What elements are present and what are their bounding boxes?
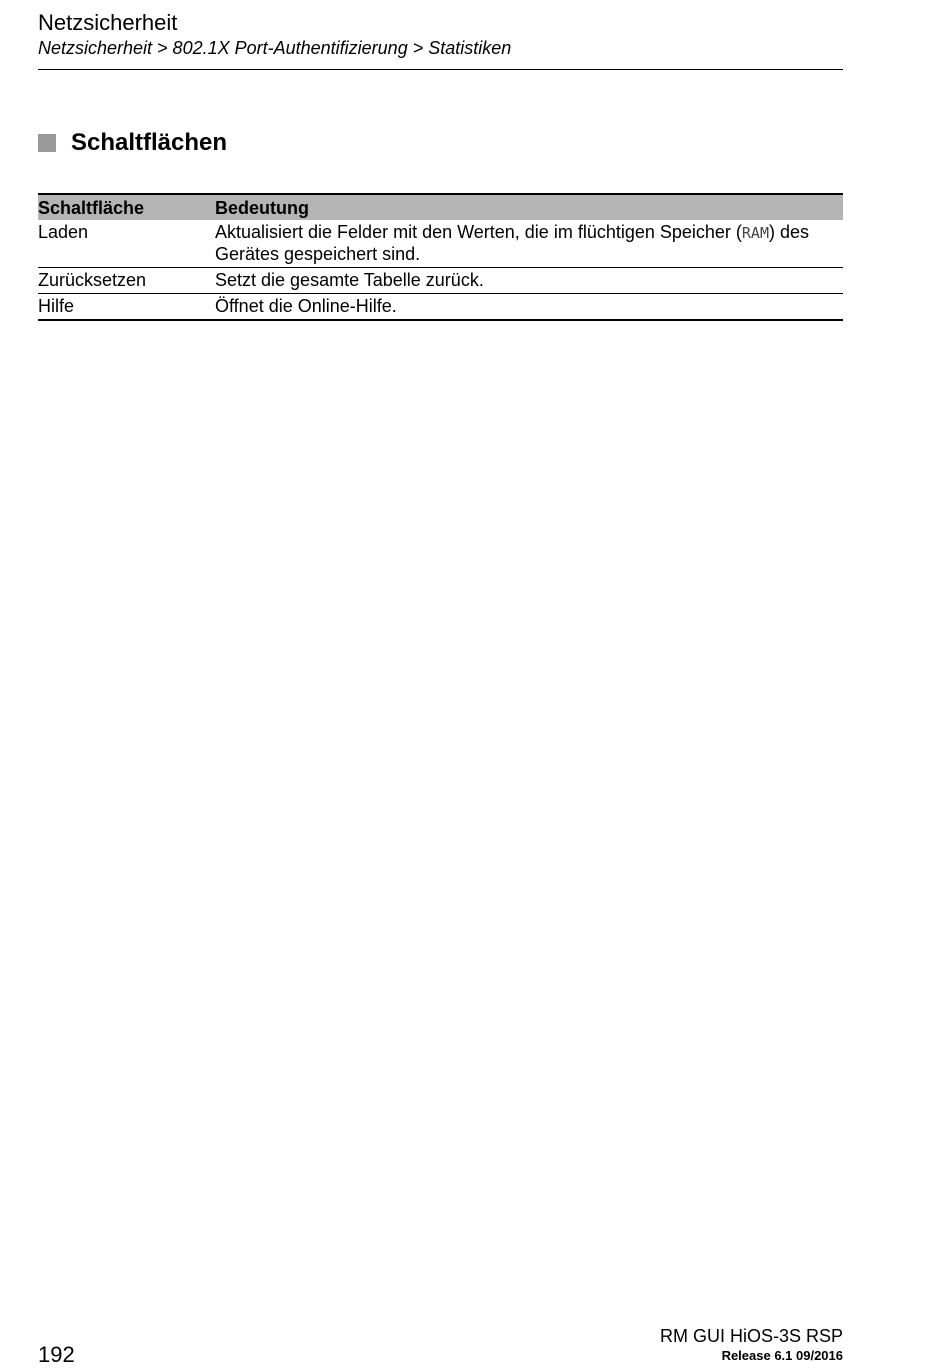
breadcrumb: Netzsicherheit > 802.1X Port-Authentifizierung > Statistiken <box>38 38 512 58</box>
section-heading <box>38 127 227 159</box>
button-name-cell: Zurücksetzen <box>38 268 215 294</box>
column-header-meaning: Bedeutung <box>215 194 843 220</box>
button-name-cell: Hilfe <box>38 294 215 321</box>
footer-product: RM GUI HiOS-3S RSP <box>659 1326 843 1346</box>
section-title: Schaltflächen <box>71 129 228 156</box>
table-row <box>38 294 843 321</box>
page-number: 192 <box>38 1342 75 1367</box>
footer-release: Release 6.1 09/2016 <box>721 1348 843 1363</box>
meaning-cell: Setzt die gesamte Tabelle zurück. <box>215 268 843 294</box>
table-row <box>38 268 843 294</box>
table-row <box>38 220 843 268</box>
meaning-text: ) des Gerätes gespeichert sind. <box>215 222 810 264</box>
buttons-table <box>38 193 843 321</box>
header-title: Netzsicherheit <box>38 10 178 35</box>
column-header-button: Schaltfläche <box>38 194 215 220</box>
page-header <box>38 8 843 70</box>
meaning-text: Aktualisiert die Felder mit den Werten, die im flüchtigen Speicher ( <box>215 222 742 242</box>
square-bullet-icon <box>38 134 56 152</box>
table-header-row <box>38 194 843 220</box>
meaning-cell: Öffnet die Online-Hilfe. <box>215 294 843 321</box>
meaning-cell <box>215 220 843 268</box>
button-name-cell: Laden <box>38 220 215 268</box>
code-term: RAM <box>741 224 769 242</box>
